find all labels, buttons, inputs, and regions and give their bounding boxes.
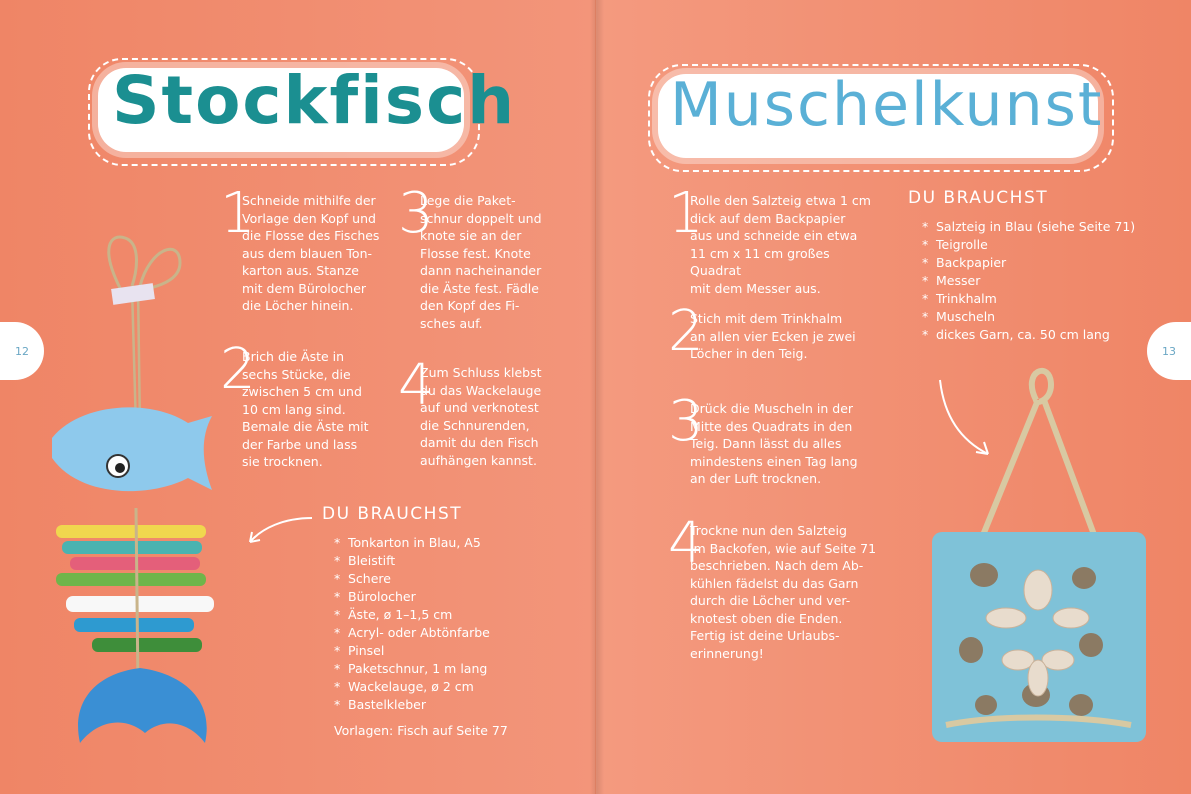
list-item: * Backpapier (922, 254, 1162, 272)
right-materials-list (922, 218, 1162, 344)
left-step-4 (398, 353, 558, 474)
arrow-icon (936, 376, 996, 460)
left-materials-heading: DU BRAUCHST (322, 504, 463, 524)
templates-note: Vorlagen: Fisch auf Seite 77 (334, 723, 508, 738)
step-text: Zum Schluss klebst du das Wackelauge auf und verknotest die Schnurenden, damit du den Fisch aufhängen kannst. (420, 365, 542, 468)
step-number: 2 (668, 299, 704, 364)
left-step-3 (398, 181, 558, 337)
step-number: 4 (398, 353, 434, 418)
list-item: * dickes Garn, ca. 50 cm lang (922, 326, 1162, 344)
list-item: * Pinsel (334, 642, 534, 660)
step-text: Stich mit dem Trinkhalm an allen vier Ecken je zwei Löcher in den Teig. (690, 311, 856, 361)
list-item: * Muscheln (922, 308, 1162, 326)
list-item: * Teigrolle (922, 236, 1162, 254)
list-item: * Paketschnur, 1 m lang (334, 660, 534, 678)
step-number: 3 (398, 181, 434, 246)
right-materials-heading: DU BRAUCHST (908, 188, 1049, 208)
right-step-1 (668, 181, 878, 296)
right-step-2 (668, 299, 878, 370)
book-gutter (590, 0, 604, 794)
page-number: 12 (15, 344, 29, 358)
step-text: Rolle den Salzteig etwa 1 cm dick auf dem Backpapier aus und schneide ein etwa 11 cm x 11 cm großes Quadrat mit dem Messer aus. (690, 193, 871, 296)
arrow-icon (244, 512, 316, 552)
list-item: * Messer (922, 272, 1162, 290)
list-item: * Tonkarton in Blau, A5 (334, 534, 534, 552)
step-number: 3 (668, 389, 704, 454)
list-item: * Bürolocher (334, 588, 534, 606)
list-item: * Äste, ø 1–1,5 cm (334, 606, 534, 624)
step-number: 1 (668, 181, 704, 246)
left-materials-list (334, 534, 534, 714)
step-text: Schneide mithilfe der Vorlage den Kopf und die Flosse des Fisches aus dem blauen Ton- karton aus. Stanze mit dem Bürolocher die Löcher hinein. (242, 193, 380, 313)
list-item: * Trinkhalm (922, 290, 1162, 308)
list-item: * Bastelkleber (334, 696, 534, 714)
step-number: 4 (668, 511, 704, 576)
right-step-3 (668, 389, 878, 490)
step-number: 1 (220, 181, 256, 246)
right-step-4 (668, 511, 878, 672)
list-item: * Acryl- oder Abtönfarbe (334, 624, 534, 642)
fish-craft-illustration (40, 228, 260, 748)
step-text: Lege die Paket- schnur doppelt und knote sie an der Flosse fest. Knote dann nacheinander die Äste fest. Fädle den Kopf des Fi- sches auf. (420, 193, 542, 331)
step-text: Brich die Äste in sechs Stücke, die zwischen 5 cm und 10 cm lang sind. Bemale die Äste mit der Farbe und lass sie trocknen. (242, 349, 369, 469)
page-number: 13 (1162, 344, 1176, 358)
list-item: * Salzteig in Blau (siehe Seite 71) (922, 218, 1162, 236)
step-text: Drück die Muscheln in der Mitte des Quadrats in den Teig. Dann lässt du alles mindestens einen Tag lang an der Luft trocknen. (690, 401, 858, 486)
step-number: 2 (220, 337, 256, 402)
left-page-title: Stockfisch (112, 62, 517, 139)
list-item: * Schere (334, 570, 534, 588)
right-page-title: Muschelkunst (670, 70, 1104, 140)
list-item: * Wackelauge, ø 2 cm (334, 678, 534, 696)
step-text: Trockne nun den Salzteig im Backofen, wie auf Seite 71 beschrieben. Nach dem Ab- kühlen fädelst du das Garn durch die Löcher und ver- knotest oben die Enden. Fertig ist deine Urlaubs- erinnerung! (690, 523, 877, 661)
list-item: * Bleistift (334, 552, 534, 570)
